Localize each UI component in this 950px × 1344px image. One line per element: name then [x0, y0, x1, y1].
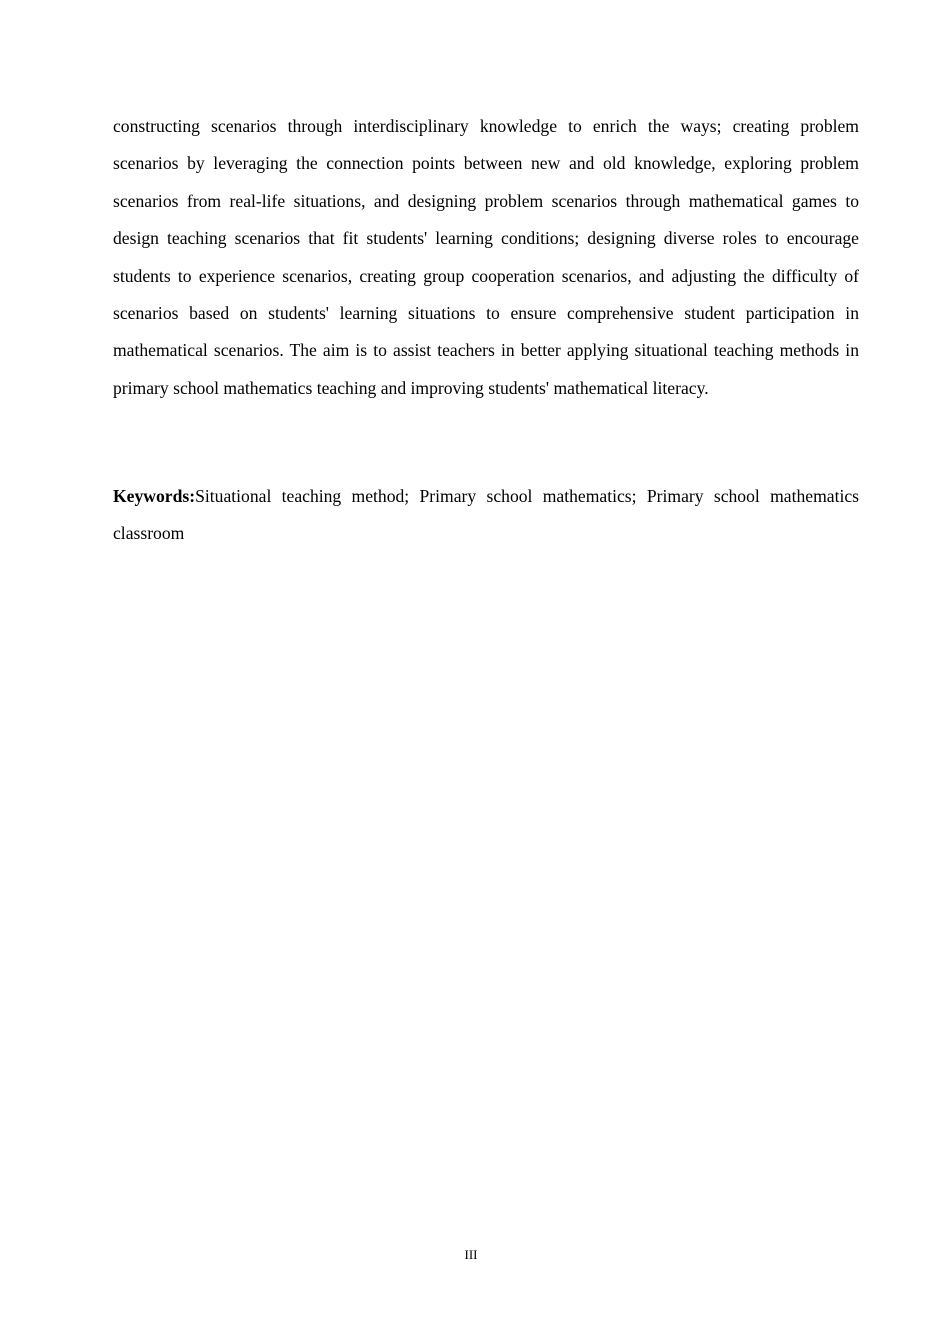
keywords-text: Situational teaching method; Primary school mathematics; Primary school mathematics classroom [113, 486, 859, 544]
keywords-paragraph [113, 478, 859, 553]
keywords-label: Keywords: [113, 486, 196, 506]
abstract-paragraph: constructing scenarios through interdisciplinary knowledge to enrich the ways; creating problem scenarios by leveraging the connection points between new and old knowledge, exploring problem scenarios from real-life situations, and designing problem scenarios through mathematical games to design teaching scenarios that fit students' learning conditions; designing diverse roles to encourage students to experience scenarios, creating group cooperation scenarios, and adjusting the difficulty of scenarios based on students' learning situations to ensure comprehensive student participation in mathematical scenarios. The aim is to assist teachers in better applying situational teaching methods in primary school mathematics teaching and improving students' mathematical literacy. [113, 116, 859, 398]
page-number: III [464, 1247, 478, 1262]
